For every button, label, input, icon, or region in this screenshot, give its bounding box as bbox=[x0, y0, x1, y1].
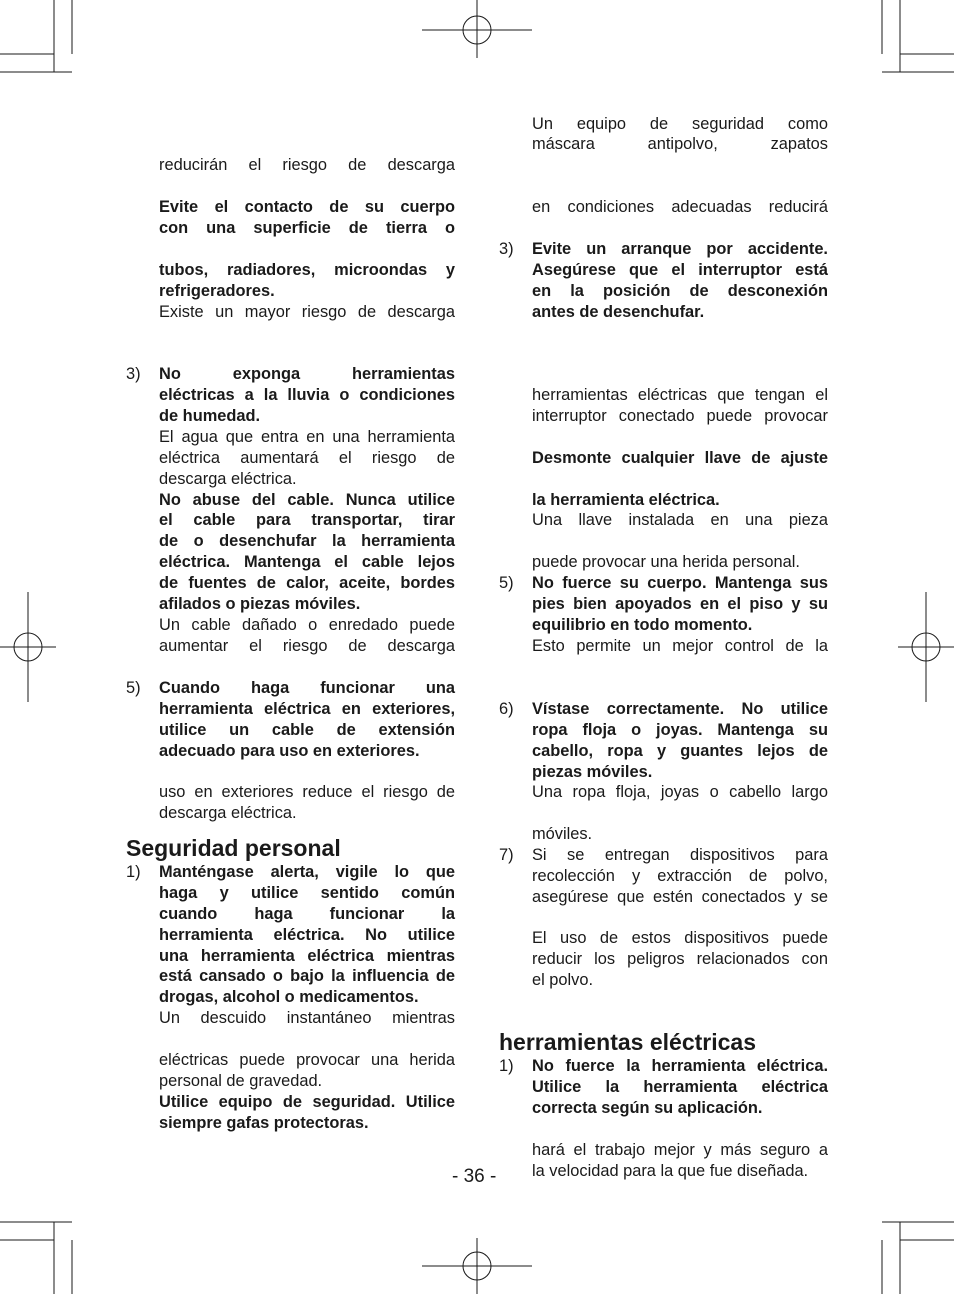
text-line: hará el trabajo mejor y más seguro a bbox=[532, 1141, 828, 1159]
text-line: No fuerce la herramienta eléctrica. bbox=[532, 1057, 828, 1075]
text-line: cabello, ropa y guantes lejos de bbox=[532, 742, 828, 760]
list-number: 1) bbox=[499, 1057, 514, 1075]
text-line: Si se entregan dispositivos para bbox=[532, 846, 828, 864]
text-line: Existe un mayor riesgo de descarga bbox=[159, 303, 455, 321]
list-number: 6) bbox=[499, 700, 514, 718]
text-line: No fuerce su cuerpo. Mantenga sus bbox=[532, 574, 828, 592]
list-number: 7) bbox=[499, 846, 514, 864]
text-line: Vístase correctamente. No utilice bbox=[532, 700, 828, 718]
text-line: piezas móviles. bbox=[532, 763, 653, 781]
text-line: de humedad. bbox=[159, 407, 261, 425]
text-line: cuando haga funcionar la bbox=[159, 905, 455, 923]
text-line: El agua que entra en una herramienta bbox=[159, 428, 455, 446]
text-line: máscara antipolvo, zapatos bbox=[532, 135, 828, 153]
text-line: con una superficie de tierra o bbox=[159, 219, 455, 237]
list-number: 1) bbox=[126, 863, 141, 881]
text-line: de fuentes de calor, aceite, bordes bbox=[159, 574, 455, 592]
text-line: la velocidad para la que fue diseñada. bbox=[532, 1162, 809, 1180]
text-line: descarga eléctrica. bbox=[159, 804, 297, 822]
text-line: El uso de estos dispositivos puede bbox=[532, 929, 828, 947]
text-line: personal de gravedad. bbox=[159, 1072, 323, 1090]
text-line: recolección y extracción de polvo, bbox=[532, 867, 828, 885]
text-line: puede provocar una herida personal. bbox=[532, 553, 800, 571]
text-line: Un descuido instantáneo mientras bbox=[159, 1009, 455, 1027]
section-heading: Seguridad personal bbox=[126, 835, 341, 861]
text-line: antes de desenchufar. bbox=[532, 303, 705, 321]
text-line: Evite el contacto de su cuerpo bbox=[159, 198, 455, 216]
text-line: herramientas eléctricas que tengan el bbox=[532, 386, 828, 404]
text-line: en condiciones adecuadas reducirá bbox=[532, 198, 828, 216]
text-line: Evite un arranque por accidente. bbox=[532, 240, 828, 258]
text-line: una herramienta eléctrica mientras bbox=[159, 947, 455, 965]
text-line: Desmonte cualquier llave de ajuste bbox=[532, 449, 828, 467]
text-line: pies bien apoyados en el piso y su bbox=[532, 595, 828, 613]
text-line: herramienta eléctrica en exteriores, bbox=[159, 700, 455, 718]
list-number: 5) bbox=[499, 574, 514, 592]
text-line: reducir los peligros relacionados con bbox=[532, 950, 828, 968]
text-line: eléctrica aumentará el riesgo de bbox=[159, 449, 455, 467]
list-number: 3) bbox=[499, 240, 514, 258]
text-line: aumentar el riesgo de descarga bbox=[159, 637, 455, 655]
text-line: afilados o piezas móviles. bbox=[159, 595, 361, 613]
text-line: siempre gafas protectoras. bbox=[159, 1114, 369, 1132]
text-line: Utilice la herramienta eléctrica bbox=[532, 1078, 828, 1096]
text-line: Un cable dañado o enredado puede bbox=[159, 616, 455, 634]
text-line: el polvo. bbox=[532, 971, 594, 989]
text-line: descarga eléctrica. bbox=[159, 470, 297, 488]
text-line: haga y utilice sentido común bbox=[159, 884, 455, 902]
text-line: Un equipo de seguridad como bbox=[532, 115, 828, 133]
list-number: 5) bbox=[126, 679, 141, 697]
list-number: 3) bbox=[126, 365, 141, 383]
text-line: interruptor conectado puede provocar bbox=[532, 407, 828, 425]
text-line: equilibrio en todo momento. bbox=[532, 616, 753, 634]
text-line: Esto permite un mejor control de la bbox=[532, 637, 828, 655]
text-line: uso en exteriores reduce el riesgo de bbox=[159, 783, 455, 801]
text-line: drogas, alcohol o medicamentos. bbox=[159, 988, 419, 1006]
section-heading: herramientas eléctricas bbox=[499, 1029, 756, 1055]
text-line: tubos, radiadores, microondas y bbox=[159, 261, 455, 279]
text-line: de o desenchufar la herramienta bbox=[159, 532, 455, 550]
text-line: Asegúrese que el interruptor está bbox=[532, 261, 828, 279]
text-line: utilice un cable de extensión bbox=[159, 721, 455, 739]
text-line: eléctrica. Mantenga el cable lejos bbox=[159, 553, 455, 571]
text-line: No exponga herramientas bbox=[159, 365, 455, 383]
text-line: correcta según su aplicación. bbox=[532, 1099, 763, 1117]
text-line: No abuse del cable. Nunca utilice bbox=[159, 491, 455, 509]
text-line: eléctricas puede provocar una herida bbox=[159, 1051, 455, 1069]
text-line: Cuando haga funcionar una bbox=[159, 679, 455, 697]
text-line: reducirán el riesgo de descarga bbox=[159, 156, 455, 174]
text-line: Manténgase alerta, vigile lo que bbox=[159, 863, 455, 881]
text-line: ropa floja o joyas. Mantenga su bbox=[532, 721, 828, 739]
text-line: asegúrese que estén conectados y se bbox=[532, 888, 828, 906]
page-number: - 36 - bbox=[452, 1166, 497, 1187]
text-line: refrigeradores. bbox=[159, 282, 275, 300]
text-line: eléctricas a la lluvia o condiciones bbox=[159, 386, 455, 404]
text-line: el cable para transportar, tirar bbox=[159, 511, 455, 529]
text-line: adecuado para uso en exteriores. bbox=[159, 742, 420, 760]
text-line: Una ropa floja, joyas o cabello largo bbox=[532, 783, 828, 801]
text-line: está cansado o bajo la influencia de bbox=[159, 967, 455, 985]
text-line: la herramienta eléctrica. bbox=[532, 491, 720, 509]
text-line: herramienta eléctrica. No utilice bbox=[159, 926, 455, 944]
text-line: Utilice equipo de seguridad. Utilice bbox=[159, 1093, 455, 1111]
text-line: Una llave instalada en una pieza bbox=[532, 511, 828, 529]
text-line: móviles. bbox=[532, 825, 593, 843]
text-line: en la posición de desconexión bbox=[532, 282, 828, 300]
